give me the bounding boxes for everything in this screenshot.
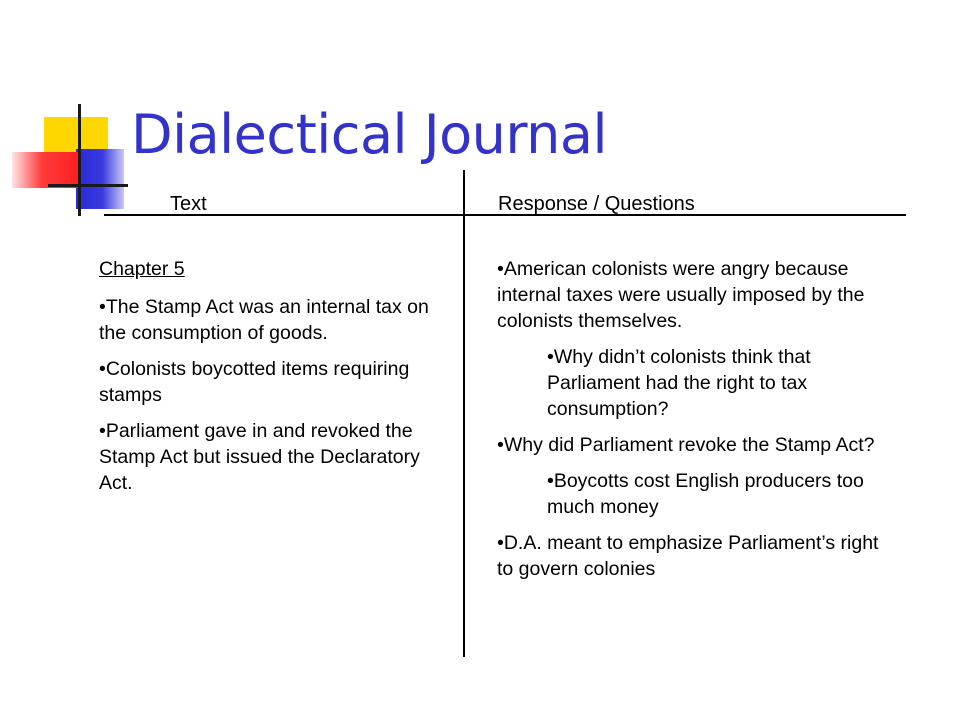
text-bullet: •Colonists boycotted items requiring stamps	[99, 358, 410, 406]
decor-horizontal-line	[48, 184, 128, 187]
response-column-header: Response / Questions	[498, 193, 695, 215]
decor-red-bar	[12, 152, 78, 188]
text-bullet: •Parliament gave in and revoked the Stamp Act but issued the Declaratory Act.	[99, 420, 420, 494]
response-sub-bullet: •Boycotts cost English producers too much money	[547, 470, 864, 518]
response-bullet: •American colonists were angry because internal taxes were usually imposed by the colonists themselves.	[497, 258, 865, 332]
response-bullet: •D.A. meant to emphasize Parliament’s right to govern colonies	[497, 532, 879, 580]
slide-title: Dialectical Journal	[131, 103, 607, 166]
response-column	[497, 256, 897, 592]
text-bullet: •The Stamp Act was an internal tax on the consumption of goods.	[99, 296, 429, 344]
response-sub-bullet: •Why didn’t colonists think that Parliament had the right to tax consumption?	[547, 346, 811, 420]
chapter-label: Chapter 5	[99, 258, 185, 280]
text-column	[99, 256, 449, 506]
column-divider	[463, 170, 465, 657]
decor-blue-square	[76, 149, 124, 209]
text-column-header: Text	[170, 193, 207, 215]
response-bullet: •Why did Parliament revoke the Stamp Act?	[497, 434, 875, 456]
decor-vertical-line	[78, 104, 81, 216]
